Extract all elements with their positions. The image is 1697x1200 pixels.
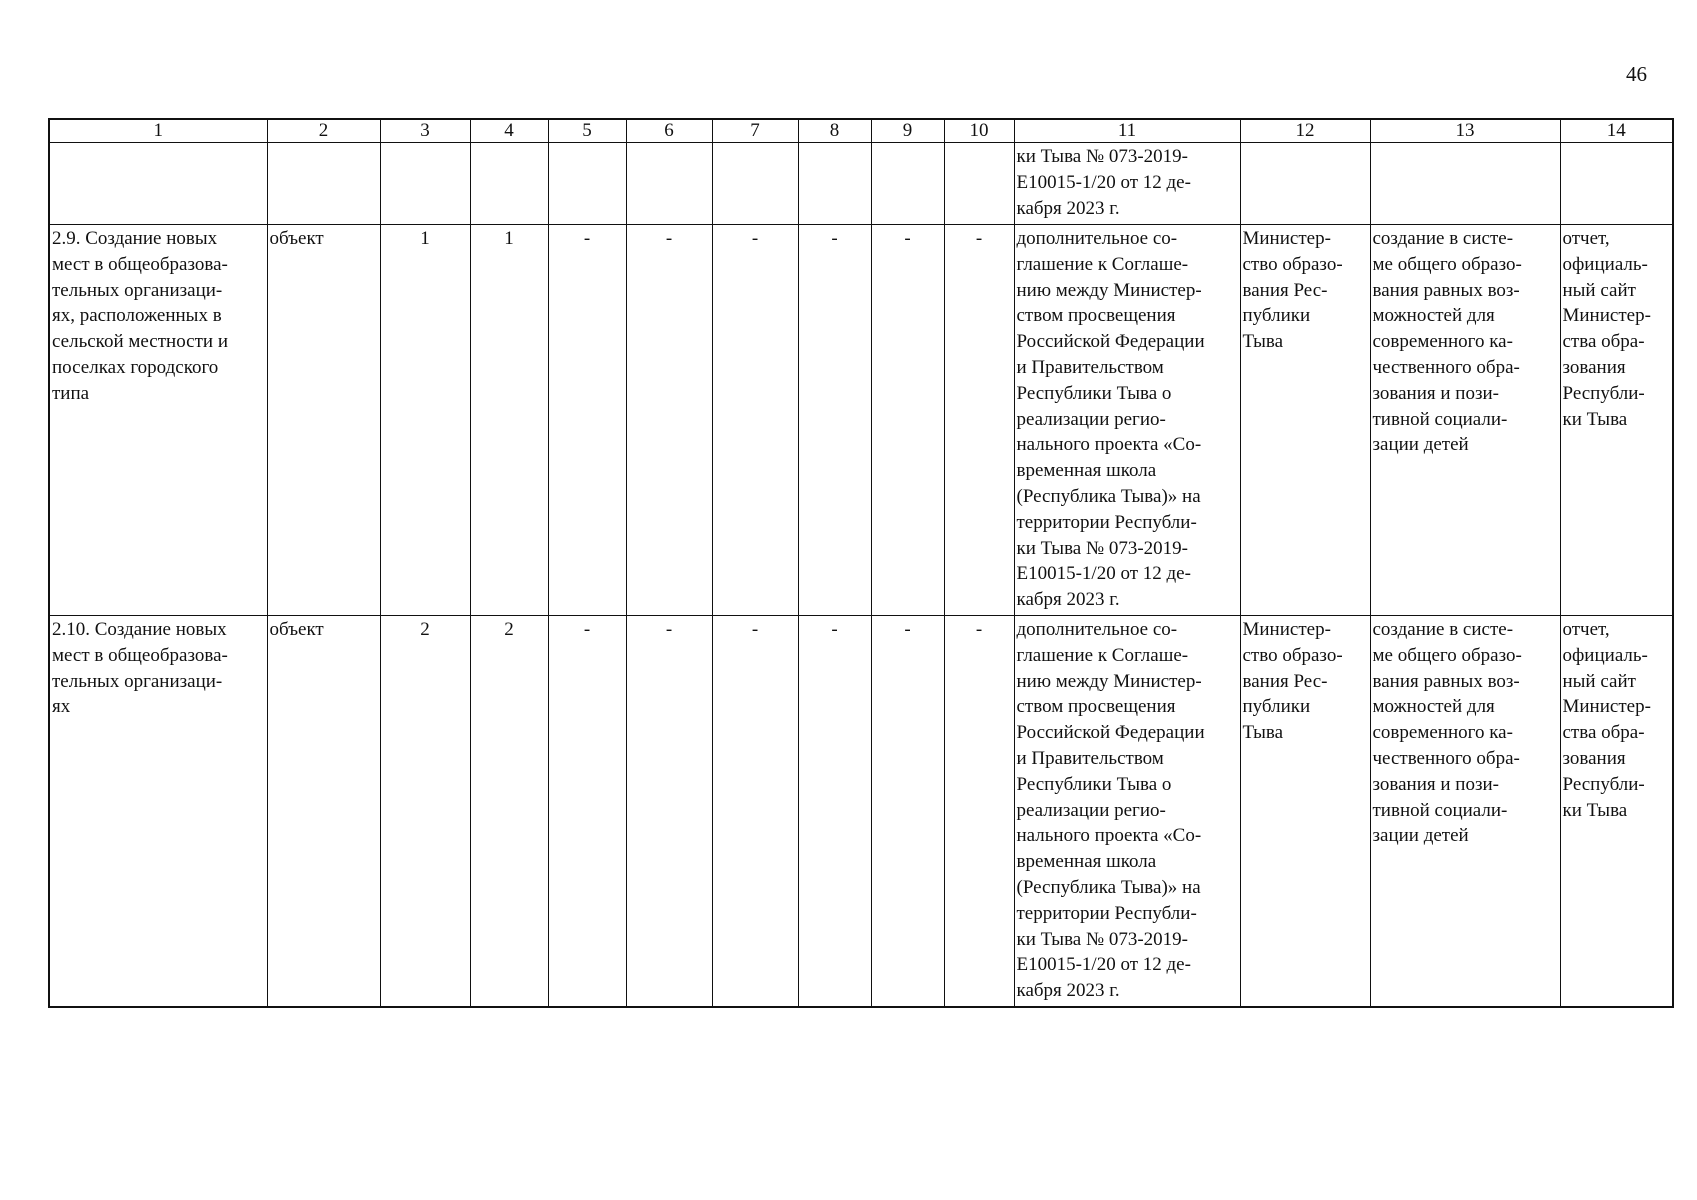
value-cell: - (626, 615, 712, 1006)
document-cell: дополнительное со- глашение к Соглаше- нию между Министер- ством просвещения Российской Федерации и Правительством Республики Тыва о реализации регио- нального проекта «Со- временная школа (Республика Тыва)» на территории Республи- ки Тыва № 073-2019- Е10015-1/20 от 12 де- кабря 2023 г. (1014, 225, 1240, 616)
col-header-11: 11 (1014, 119, 1240, 143)
col-header-7: 7 (712, 119, 798, 143)
value-cell: - (548, 615, 626, 1006)
value-cell: - (712, 225, 798, 616)
col-header-13: 13 (1370, 119, 1560, 143)
document-cell: дополнительное со- глашение к Соглаше- нию между Министер- ством просвещения Российской Федерации и Правительством Республики Тыва о реализации регио- нального проекта «Со- временная школа (Республика Тыва)» на территории Республи- ки Тыва № 073-2019- Е10015-1/20 от 12 де- кабря 2023 г. (1014, 615, 1240, 1006)
continuation-row (49, 143, 1673, 225)
unit-cell: объект (267, 615, 380, 1006)
col-header-14: 14 (1560, 119, 1673, 143)
value-cell: 2 (380, 615, 470, 1006)
value-cell: - (944, 225, 1014, 616)
cell (49, 143, 267, 225)
value-cell: 2 (470, 615, 548, 1006)
table-row (49, 615, 1673, 1006)
cell (712, 143, 798, 225)
report-cell: отчет, официаль- ный сайт Министер- ства обра- зования Республи- ки Тыва (1560, 615, 1673, 1006)
value-cell: - (626, 225, 712, 616)
report-cell: отчет, официаль- ный сайт Министер- ства обра- зования Республи- ки Тыва (1560, 225, 1673, 616)
page-number: 46 (1626, 62, 1647, 86)
plan-table (48, 118, 1674, 1008)
cell (1560, 143, 1673, 225)
value-cell: 1 (380, 225, 470, 616)
cell (1370, 143, 1560, 225)
cell (798, 143, 871, 225)
col-header-5: 5 (548, 119, 626, 143)
value-cell: - (798, 615, 871, 1006)
responsible-cell: Министер- ство образо- вания Рес- публики Тыва (1240, 615, 1370, 1006)
cell (871, 143, 944, 225)
value-cell: - (871, 615, 944, 1006)
result-cell: создание в систе- ме общего образо- вания равных воз- можностей для современного ка- чественного обра- зования и пози- тивной социали- зации детей (1370, 225, 1560, 616)
col-header-8: 8 (798, 119, 871, 143)
result-cell: создание в систе- ме общего образо- вания равных воз- можностей для современного ка- чественного обра- зования и пози- тивной социали- зации детей (1370, 615, 1560, 1006)
cell (380, 143, 470, 225)
measure-name-cell: 2.9. Создание новых мест в общеобразова- тельных организаци- ях, расположенных в сельской местности и поселках городского типа (49, 225, 267, 616)
cell (548, 143, 626, 225)
col-header-3: 3 (380, 119, 470, 143)
col-header-12: 12 (1240, 119, 1370, 143)
col-header-10: 10 (944, 119, 1014, 143)
cell (944, 143, 1014, 225)
value-cell: 1 (470, 225, 548, 616)
col-header-1: 1 (49, 119, 267, 143)
value-cell: - (548, 225, 626, 616)
cell (470, 143, 548, 225)
value-cell: - (944, 615, 1014, 1006)
unit-cell: объект (267, 225, 380, 616)
cell (1240, 143, 1370, 225)
cell (626, 143, 712, 225)
col-header-4: 4 (470, 119, 548, 143)
col-header-6: 6 (626, 119, 712, 143)
responsible-cell: Министер- ство образо- вания Рес- публики Тыва (1240, 225, 1370, 616)
header-row (49, 119, 1673, 143)
value-cell: - (712, 615, 798, 1006)
measure-name-cell: 2.10. Создание новых мест в общеобразова- тельных организаци- ях (49, 615, 267, 1006)
col-header-2: 2 (267, 119, 380, 143)
continuation-document-cell: ки Тыва № 073-2019- Е10015-1/20 от 12 де- кабря 2023 г. (1014, 143, 1240, 225)
value-cell: - (871, 225, 944, 616)
value-cell: - (798, 225, 871, 616)
table-row (49, 225, 1673, 616)
col-header-9: 9 (871, 119, 944, 143)
cell (267, 143, 380, 225)
